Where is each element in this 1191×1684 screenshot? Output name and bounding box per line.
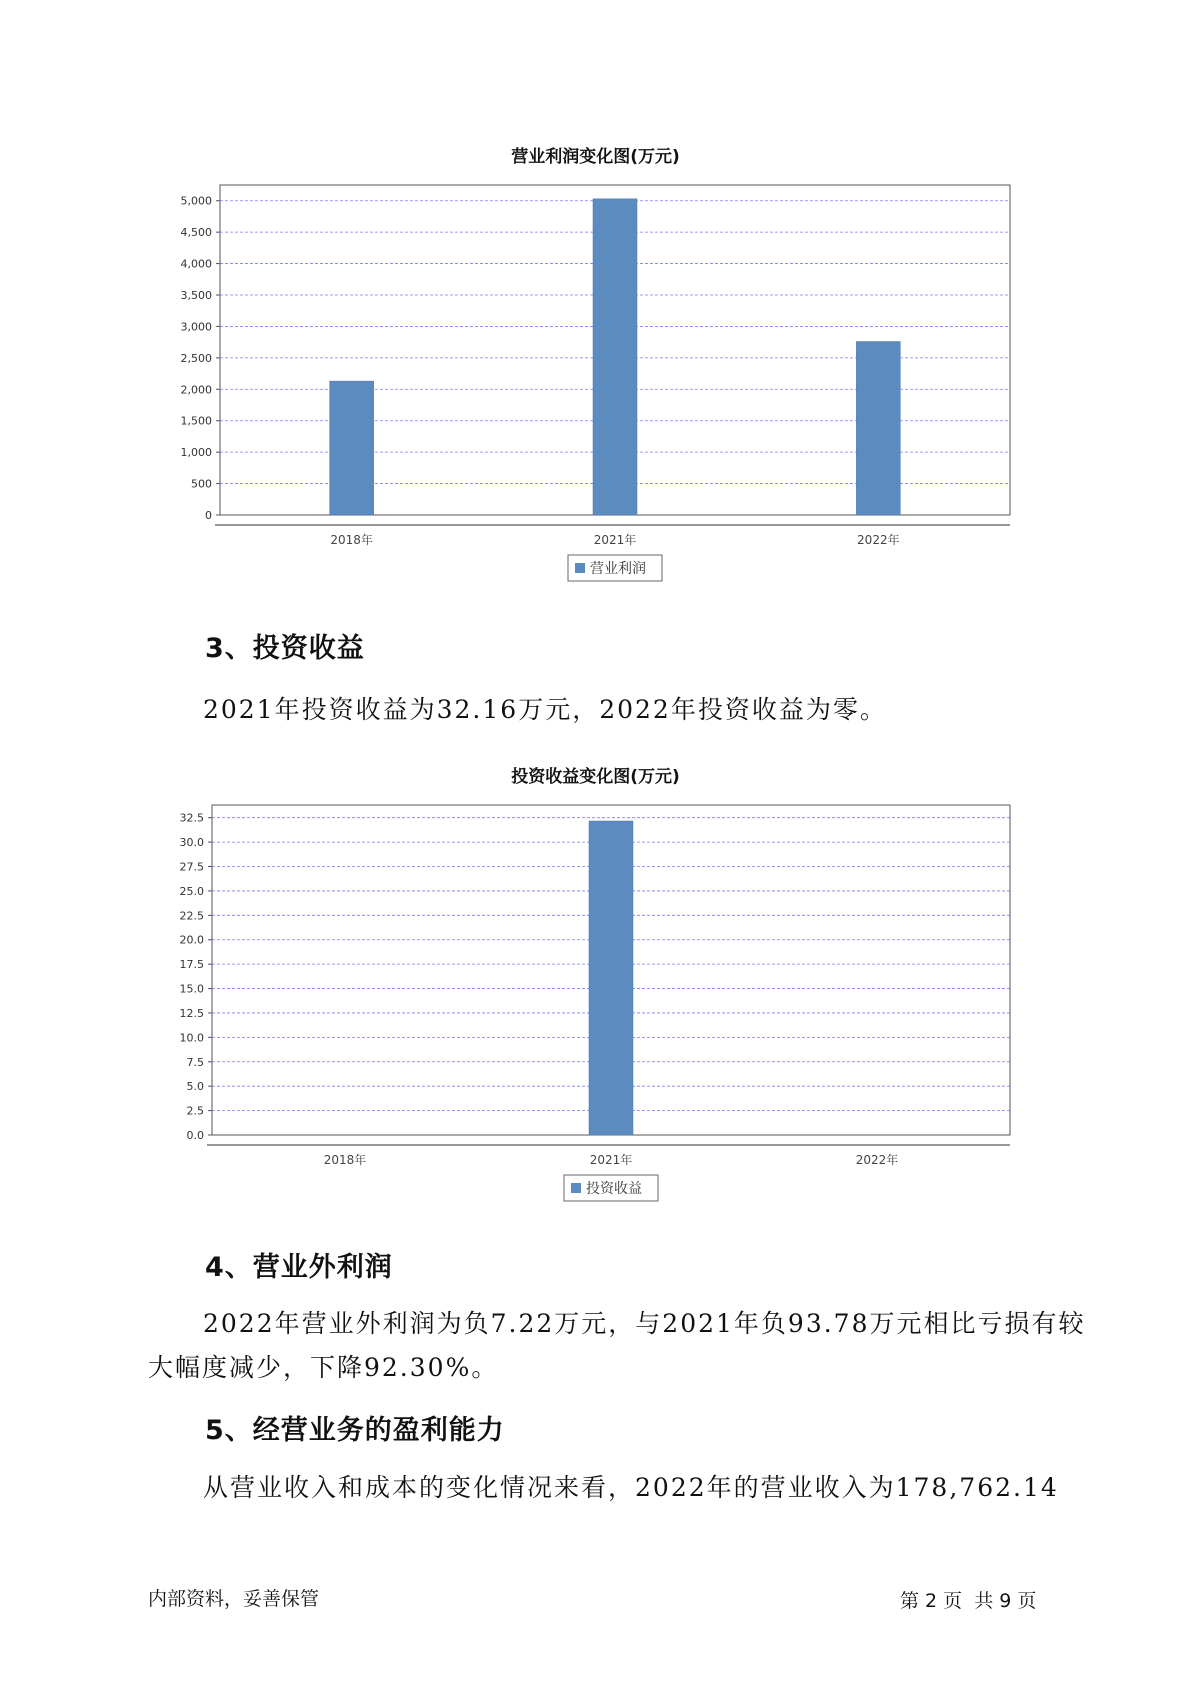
section5-heading: 5、经营业务的盈利能力 — [205, 1415, 505, 1446]
y-tick-label: 4,000 — [180, 257, 212, 271]
y-tick-label: 3,500 — [180, 289, 212, 302]
y-tick-label: 1,000 — [180, 446, 212, 460]
chart1-operating-profit — [160, 170, 1030, 590]
bar — [330, 381, 374, 515]
bar — [856, 342, 900, 515]
x-tick-label: 2018年 — [330, 533, 373, 547]
section4-paragraph-line2: 大幅度减少，下降92.30%。 — [148, 1353, 499, 1382]
legend-label: 投资收益 — [586, 1181, 642, 1197]
y-tick-label: 15.0 — [179, 982, 204, 996]
y-tick-label: 12.5 — [179, 1006, 204, 1020]
y-tick-label: 17.5 — [179, 958, 204, 972]
y-tick-label: 7.5 — [186, 1055, 204, 1069]
section4-heading: 4、营业外利润 — [205, 1252, 393, 1283]
bar — [589, 821, 633, 1135]
y-tick-label: 2,500 — [180, 351, 212, 365]
y-tick-label: 27.5 — [179, 860, 204, 874]
y-tick-label: 22.5 — [179, 909, 204, 923]
y-tick-label: 4,500 — [180, 226, 212, 240]
y-tick-label: 2,000 — [180, 383, 212, 397]
y-tick-label: 32.5 — [179, 811, 204, 825]
chart1-title: 营业利润变化图(万元) — [511, 147, 680, 167]
y-tick-label: 25.0 — [179, 884, 204, 898]
y-tick-label: 1,500 — [180, 414, 212, 428]
y-tick-label: 500 — [191, 477, 212, 491]
bar — [593, 199, 637, 515]
y-tick-label: 10.0 — [179, 1031, 204, 1045]
x-tick-label: 2021年 — [593, 533, 637, 547]
x-tick-label: 2018年 — [323, 1153, 367, 1167]
y-tick-label: 3,000 — [180, 320, 212, 334]
y-tick-label: 5.0 — [186, 1080, 204, 1094]
footer-page-number: 第 2 页 共 9 页 — [900, 1590, 1037, 1612]
y-tick-label: 0.0 — [186, 1129, 204, 1142]
y-tick-label: 20.0 — [179, 933, 204, 947]
legend-label: 营业利润 — [590, 561, 646, 577]
legend-swatch — [575, 563, 585, 573]
footer-confidential: 内部资料，妥善保管 — [148, 1588, 320, 1610]
section4-paragraph-line1: 2022年营业外利润为负7.22万元，与2021年负93.78万元相比亏损有较 — [203, 1309, 1086, 1338]
x-tick-label: 2022年 — [857, 533, 900, 547]
chart2-investment-income — [160, 790, 1030, 1210]
legend-swatch — [571, 1183, 581, 1193]
x-tick-label: 2021年 — [589, 1153, 633, 1167]
y-tick-label: 0 — [205, 509, 212, 522]
y-tick-label: 5,000 — [180, 194, 212, 208]
section5-paragraph-line1: 从营业收入和成本的变化情况来看，2022年的营业收入为178,762.14 — [203, 1473, 1059, 1502]
x-tick-label: 2022年 — [855, 1153, 899, 1167]
y-tick-label: 30.0 — [179, 836, 204, 850]
y-tick-label: 2.5 — [186, 1104, 204, 1118]
section3-paragraph: 2021年投资收益为32.16万元，2022年投资收益为零。 — [203, 695, 887, 724]
chart2-title: 投资收益变化图(万元) — [511, 767, 680, 787]
section3-heading: 3、投资收益 — [205, 633, 365, 664]
